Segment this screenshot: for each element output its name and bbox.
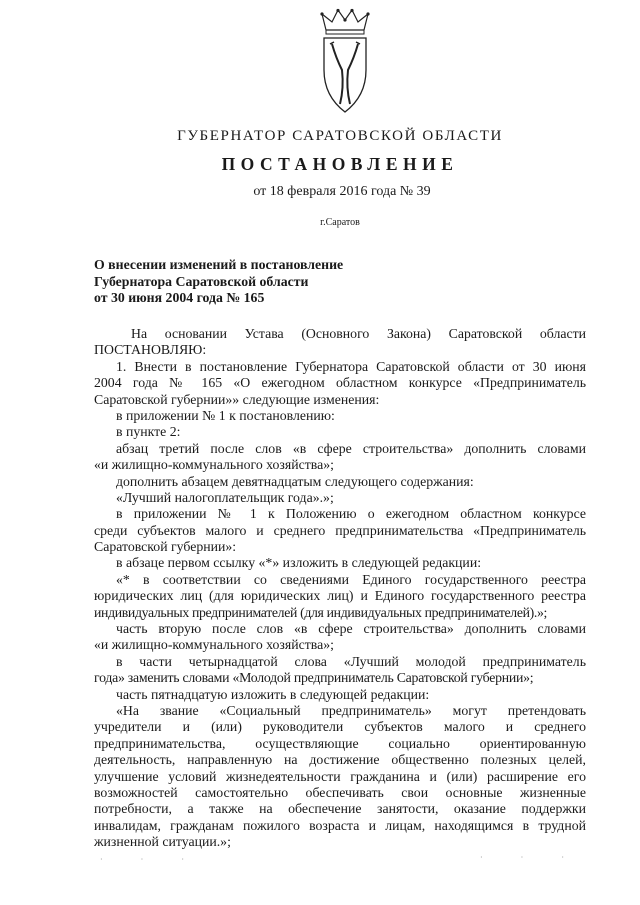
body-line: «Лучший налогоплательщик года».»; xyxy=(116,489,334,505)
body-line: ПОСТАНОВЛЯЮ: xyxy=(94,342,207,358)
body-line: часть пятнадцатую изложить в следующей редакции: xyxy=(116,686,430,702)
body-line: На основании Устава (Основного Закона) Саратовской области xyxy=(131,326,586,341)
body-line: юридических лиц (для юридических лиц) и Единого государственного реестра xyxy=(94,588,586,604)
body-line: года» заменить словами «Молодой предприниматель Саратовской губернии»; xyxy=(94,670,534,686)
body-line: улучшение условий жизнедеятельности гражданина и (или) расширение его xyxy=(94,768,586,784)
body-line: часть вторую после слов «в сфере строительства» дополнить словами xyxy=(116,621,586,637)
body-line: «На звание «Социальный предприниматель» могут претендовать xyxy=(116,702,586,718)
body-line: индивидуальных предпринимателей (для индивидуальных предпринимателей).»; xyxy=(94,604,548,620)
scan-specks-left: · · · xyxy=(100,855,202,864)
body-line: деятельность, направленную на достижение общественно полезных целей, xyxy=(94,752,586,768)
body-line: инвалидам, гражданам пожилого возраста и лицам, находящимся в трудной xyxy=(94,817,586,833)
body-line: дополнить абзацем девятнадцатым следующего содержания: xyxy=(116,473,474,489)
coat-of-arms-icon xyxy=(318,8,372,114)
body-line: «и жилищно-коммунального хозяйства»; xyxy=(94,637,334,653)
body-line: среди субъектов малого и среднего предпринимательства «Предприниматель xyxy=(94,522,586,538)
document-type-title: ПОСТАНОВЛЕНИЕ xyxy=(221,154,459,174)
subject-line: Губернатора Саратовской области xyxy=(94,273,309,289)
body-line: потребности, а также на обеспечение занятости, оказание поддержки xyxy=(94,801,586,817)
body-line: жизненной ситуации.»; xyxy=(94,834,231,850)
body-line: Саратовской губернии»: xyxy=(94,539,237,555)
body-line: предпринимательства, осуществляющие социально ориентированную xyxy=(94,735,586,751)
scan-specks-right: · · · xyxy=(480,853,582,862)
document-date-number: от 18 февраля 2016 года № 39 xyxy=(253,184,431,199)
document-subject xyxy=(94,257,414,307)
body-line: учредители и (или) руководители субъектов малого и среднего xyxy=(94,719,586,735)
body-line: Саратовской губернии»» следующие изменения: xyxy=(94,391,380,407)
body-line: «и жилищно-коммунального хозяйства»; xyxy=(94,457,334,473)
governor-heading: ГУБЕРНАТОР САРАТОВСКОЙ ОБЛАСТИ xyxy=(177,128,503,144)
subject-line: от 30 июня 2004 года № 165 xyxy=(94,290,265,305)
body-line: 1. Внести в постановление Губернатора Саратовской области от 30 июня xyxy=(116,358,586,374)
body-line: в части четырнадцатой слова «Лучший молодой предприниматель xyxy=(116,653,586,669)
body-line: в приложении № 1 к постановлению: xyxy=(116,407,335,423)
body-line: 2004 года № 165 «О ежегодном областном конкурсе «Предприниматель xyxy=(94,375,586,391)
body-line: абзац третий после слов «в сфере строительства» дополнить словами xyxy=(116,440,586,456)
body-line: в абзаце первом ссылку «*» изложить в следующей редакции: xyxy=(116,555,482,571)
body-line: возможностей самостоятельно обеспечивать свои основные жизненные xyxy=(94,784,586,800)
document-city: г.Саратов xyxy=(320,217,360,228)
subject-line: О внесении изменений в постановление xyxy=(94,257,344,272)
body-line: в пункте 2: xyxy=(116,424,181,440)
body-line: «* в соответствии со сведениями Единого государственного реестра xyxy=(116,571,586,587)
document-body xyxy=(94,326,586,851)
body-line: в приложении № 1 к Положению о ежегодном областном конкурсе xyxy=(116,506,586,522)
